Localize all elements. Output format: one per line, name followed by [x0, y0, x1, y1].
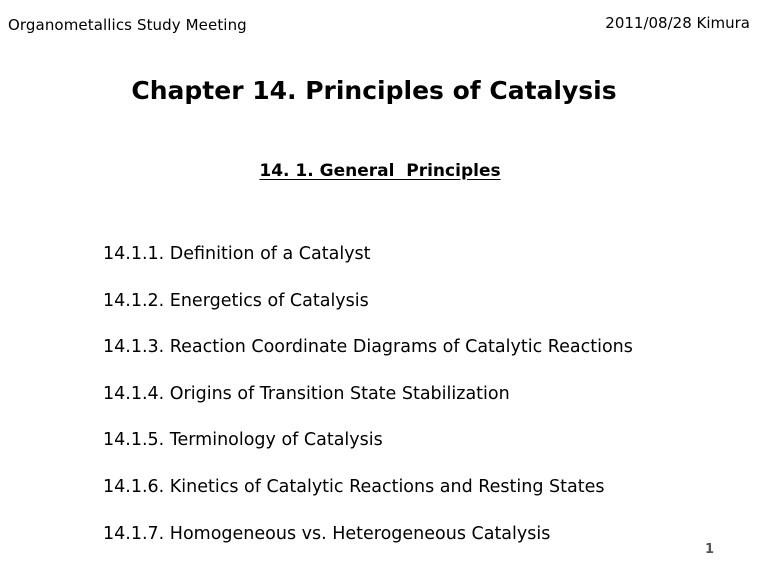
- list-item: 14.1.1. Definition of a Catalyst: [103, 244, 371, 264]
- contents-list: [103, 243, 633, 569]
- list-item: 14.1.2. Energetics of Catalysis: [103, 290, 369, 311]
- section-heading: 14. 1. General Principles: [259, 161, 501, 181]
- list-item: 14.1.6. Kinetics of Catalytic Reactions and Resting States: [103, 476, 605, 497]
- list-item: 14.1.7. Homogeneous vs. Heterogeneous Catalysis: [103, 523, 551, 544]
- list-item: 14.1.4. Origins of Transition State Stabilization: [103, 383, 510, 404]
- page-number: 1: [705, 542, 715, 557]
- list-item: 14.1.5. Terminology of Catalysis: [103, 430, 383, 451]
- slide-title: Chapter 14. Principles of Catalysis: [131, 76, 617, 105]
- date-author-label: 2011/08/28 Kimura: [605, 14, 750, 32]
- meeting-label: Organometallics Study Meeting: [8, 16, 247, 34]
- list-item: 14.1.3. Reaction Coordinate Diagrams of Catalytic Reactions: [103, 337, 633, 358]
